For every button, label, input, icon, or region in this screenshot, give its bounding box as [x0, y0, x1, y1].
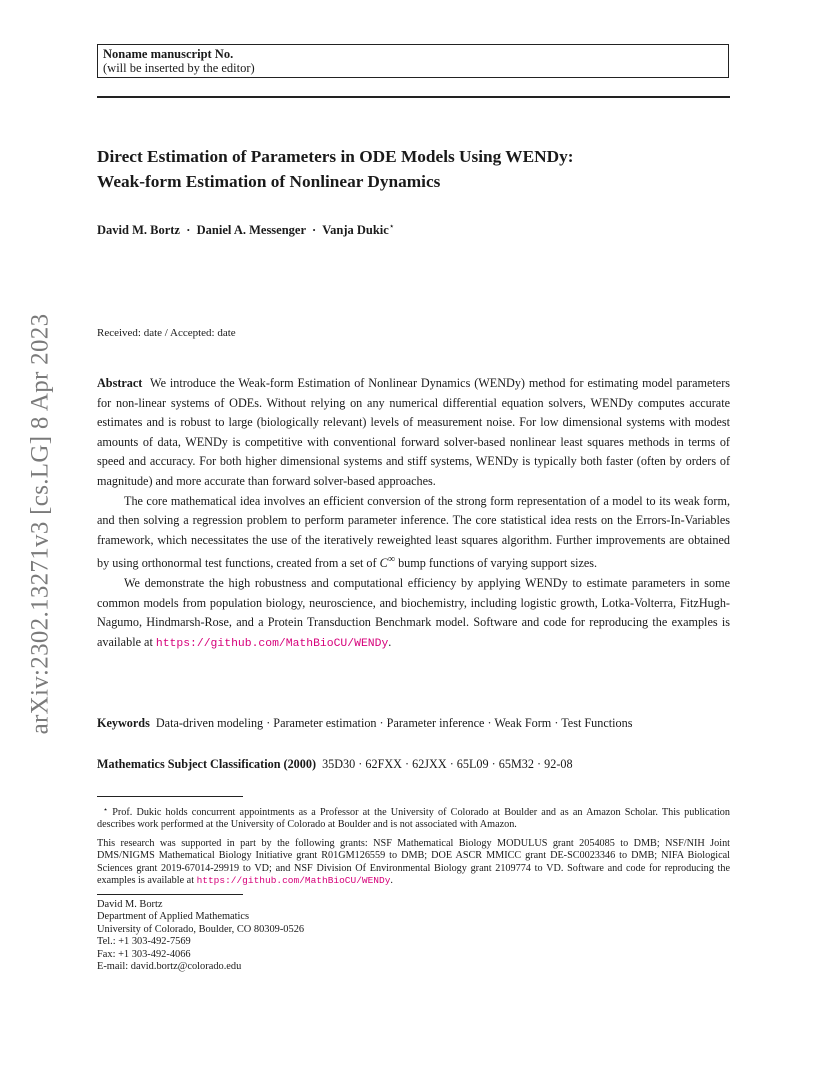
address-department: Department of Applied Mathematics [97, 911, 250, 923]
author-bortz: David M. Bortz [97, 223, 180, 238]
math-c: C [379, 556, 388, 571]
footnote-funding [97, 838, 730, 888]
author-list [97, 221, 737, 238]
abstract-paragraph-2 [97, 492, 730, 574]
editor-note: (will be inserted by the editor) [103, 61, 255, 75]
header-rule [97, 96, 730, 98]
footnote-github-link[interactable]: https://github.com/MathBioCU/WENDy [196, 875, 391, 887]
arxiv-id-text: arXiv:2302.13271v3 [cs.LG] 8 Apr 2023 [26, 313, 53, 735]
footnote-rule [97, 796, 243, 797]
address-rule [97, 894, 243, 895]
paper-title [97, 144, 737, 194]
address-fax: Fax: +1 303-492-4066 [97, 948, 191, 960]
footnote-funding-end: . [390, 875, 393, 887]
title-line-1: Direct Estimation of Parameters in ODE Models Using WENDy: [97, 147, 574, 166]
author-star-mark: ⋆ [388, 221, 395, 231]
manuscript-number: Noname manuscript No. [103, 47, 234, 61]
received-date: Received: date / Accepted: date [97, 327, 236, 339]
footnote-dukic-text: Prof. Dukic holds concurrent appointments as a Professor at the University of Colorado at Boulder and as an Amazon Scholar. This publication describes work performed at the University of Colorado at Boulder and is not associated with Amazon. [97, 807, 730, 831]
address-phone: Tel.: +1 303-492-7569 [97, 936, 191, 948]
abstract-p1-text: We introduce the Weak-form Estimation of Nonlinear Dynamics (WENDy) method for estimating model parameters for non-linear systems of ODEs. Without relying on any numerical differential equation solvers, WENDy computes accurate estimates and is robust to large (biologically relevant) levels of measurement noise. For low dimensional systems with modest amounts of data, WENDy is competitive with conventional forward solver-based nonlinear least squares methods in terms of speed and accuracy. For both higher dimensional systems and stiff systems, WENDy is typically both faster (often by orders of magnitude) and more accurate than forward solver-based approaches. [97, 376, 730, 488]
abstract-paragraph-1 [97, 374, 730, 492]
title-line-2: Weak-form Estimation of Nonlinear Dynamics [97, 172, 441, 191]
address-name: David M. Bortz [97, 899, 163, 910]
github-link[interactable]: https://github.com/MathBioCU/WENDy [155, 637, 389, 650]
footnote-star-mark: ⋆ [103, 805, 109, 814]
author-separator: · [312, 223, 317, 238]
abstract-p3-text: We demonstrate the high robustness and computational efficiency by applying WENDy to estimate parameters in some common models from population biology, neuroscience, and biochemistry, including logistic growth, Lotka-Volterra, FitzHugh-Nagumo, Hindmarsh-Rose, and a Protein Transduction Benchmark model. Software and code for reproducing the examples is available at [97, 576, 730, 649]
author-messenger: Daniel A. Messenger [196, 223, 306, 238]
msc-codes: 35D30 · 62FXX · 62JXX · 65L09 · 65M32 · 92-08 [322, 757, 573, 771]
abstract-p3-end: . [388, 634, 392, 649]
address-email[interactable]: E-mail: david.bortz@colorado.edu [97, 961, 242, 973]
keywords-label: Keywords [97, 716, 150, 730]
arxiv-stamp [20, 294, 60, 754]
abstract-section [97, 374, 730, 654]
author-separator: · [186, 223, 191, 238]
keywords-text: Data-driven modeling · Parameter estimation · Parameter inference · Weak Form · Test Functions [155, 716, 633, 730]
msc-label: Mathematics Subject Classification (2000) [97, 757, 317, 771]
footnote-dukic [97, 804, 730, 832]
math-infinity: ∞ [387, 554, 396, 566]
author-address-block [97, 899, 304, 973]
address-university: University of Colorado, Boulder, CO 80309-0526 [97, 923, 305, 935]
abstract-p2-text-end: bump functions of varying support sizes. [395, 556, 598, 571]
abstract-label: Abstract [97, 376, 143, 390]
keywords-section [97, 716, 737, 731]
abstract-p2-text: The core mathematical idea involves an efficient conversion of the strong form representation of a model to its weak form, and then solving a regression problem to perform parameter inference. The core statistical idea rests on the Errors-In-Variables framework, which necessitates the use of the iteratively reweighted least squares algorithm. Further improvements are obtained by using orthonormal test functions, created from a set of [97, 493, 730, 571]
msc-section [97, 757, 737, 772]
footnote-funding-text: This research was supported in part by the following grants: NSF Mathematical Biology MODULUS grant 2054085 to DMB; NSF/NIH Joint DMS/NIGMS Mathematical Biology Initiative grant R01GM126559 to DMB; DOE ASCR MMICC grant DE-SC0023346 to DMB; NIFA Biological Sciences grant 2019-67014-29919 to VD; and NSF Division Of Environmental Biology grant 2109774 to VD. Software and code for reproducing the examples is available at [97, 838, 730, 887]
manuscript-header-box [97, 44, 729, 78]
abstract-paragraph-3 [97, 574, 730, 654]
author-dukic: Vanja Dukic [322, 223, 389, 238]
